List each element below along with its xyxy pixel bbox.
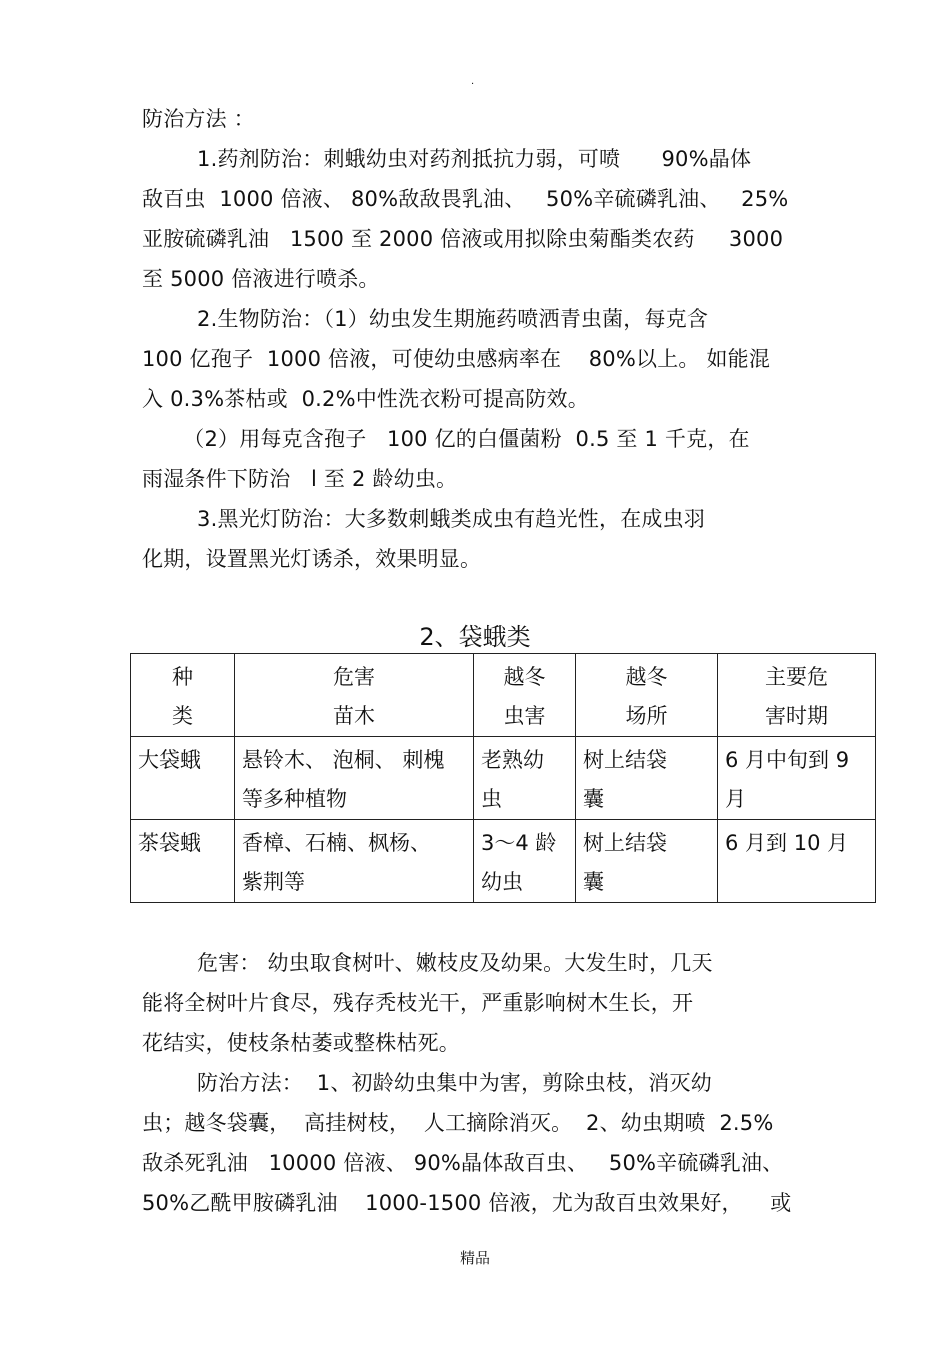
cell-damage-period: 6 月中旬到 9 月 xyxy=(718,737,876,820)
text-line: 虫；越冬袋囊， 高挂树枝， 人工摘除消灭。 2、幼虫期喷 2.5% xyxy=(142,1111,774,1135)
table-header-row xyxy=(131,654,876,737)
header-overwintering-site: 越冬 场所 xyxy=(576,654,718,737)
text-line: 亚胺硫磷乳油 1500 至 2000 倍液或用拟除虫菊酯类农药 3000 xyxy=(142,227,784,251)
text-line: 至 5000 倍液进行喷杀。 xyxy=(142,267,380,291)
table-row xyxy=(131,737,876,820)
text-line: （2）用每克含孢子 100 亿的白僵菌粉 0.5 至 1 千克，在 xyxy=(142,427,750,451)
section-title: 2、袋蛾类 xyxy=(419,623,531,651)
text-line: 危害： 幼虫取食树叶、嫩枝皮及幼果。大发生时，几天 xyxy=(142,951,713,975)
text-line: 防治方法 ： xyxy=(142,107,255,131)
text-line: 雨湿条件下防治 l 至 2 龄幼虫。 xyxy=(142,467,458,491)
cell-damage-period: 6 月到 10 月 xyxy=(718,820,876,903)
text-line: 防治方法： 1、初龄幼虫集中为害，剪除虫枝，消灭幼 xyxy=(142,1071,712,1095)
text-line: 2.生物防治：（1）幼虫发生期施药喷洒青虫菌，每克含 xyxy=(142,307,709,331)
cell-overwintering-stage: 3～4 龄 幼虫 xyxy=(474,820,576,903)
cell-overwintering-site: 树上结袋 囊 xyxy=(576,737,718,820)
header-main-damage-period: 主要危 害时期 xyxy=(718,654,876,737)
cell-damaged-plants: 香樟、石楠、枫杨、 紫荆等 xyxy=(235,820,474,903)
text-line: 敌百虫 1000 倍液、 80%敌敌畏乳油、 50%辛硫磷乳油、 25% xyxy=(142,187,789,211)
text-line: 50%乙酰甲胺磷乳油 1000-1500 倍液，尤为敌百虫效果好， 或 xyxy=(142,1191,792,1215)
text-line: 能将全树叶片食尽，残存秃枝光干，严重影响树木生长，开 xyxy=(142,991,694,1015)
cell-overwintering-site: 树上结袋 囊 xyxy=(576,820,718,903)
header-damaged-plants: 危害 苗木 xyxy=(235,654,474,737)
text-line: 化期，设置黑光灯诱杀，效果明显。 xyxy=(142,547,482,571)
cell-species: 茶袋蛾 xyxy=(131,820,235,903)
text-line: 敌杀死乳油 10000 倍液、 90%晶体敌百虫、 50%辛硫磷乳油、 xyxy=(142,1151,784,1175)
header-species: 种 类 xyxy=(131,654,235,737)
text-line: 100 亿孢子 1000 倍液，可使幼虫感病率在 80%以上。 如能混 xyxy=(142,347,771,371)
page-footer: 精品 xyxy=(459,1249,490,1267)
page-header-mark: · xyxy=(471,79,475,90)
text-line: 入 0.3%茶枯或 0.2%中性洗衣粉可提高防效。 xyxy=(142,387,589,411)
text-line: 3.黑光灯防治：大多数刺蛾类成虫有趋光性，在成虫羽 xyxy=(142,507,706,531)
table-row xyxy=(131,820,876,903)
text-line: 花结实，使枝条枯萎或整株枯死。 xyxy=(142,1031,460,1055)
cell-overwintering-stage: 老熟幼 虫 xyxy=(474,737,576,820)
text-line: 1.药剂防治：刺蛾幼虫对药剂抵抗力弱，可喷 90%晶体 xyxy=(142,147,752,171)
pest-table xyxy=(130,653,876,903)
cell-damaged-plants: 悬铃木、 泡桐、 刺槐 等多种植物 xyxy=(235,737,474,820)
cell-species: 大袋蛾 xyxy=(131,737,235,820)
header-overwintering-stage: 越冬 虫害 xyxy=(474,654,576,737)
